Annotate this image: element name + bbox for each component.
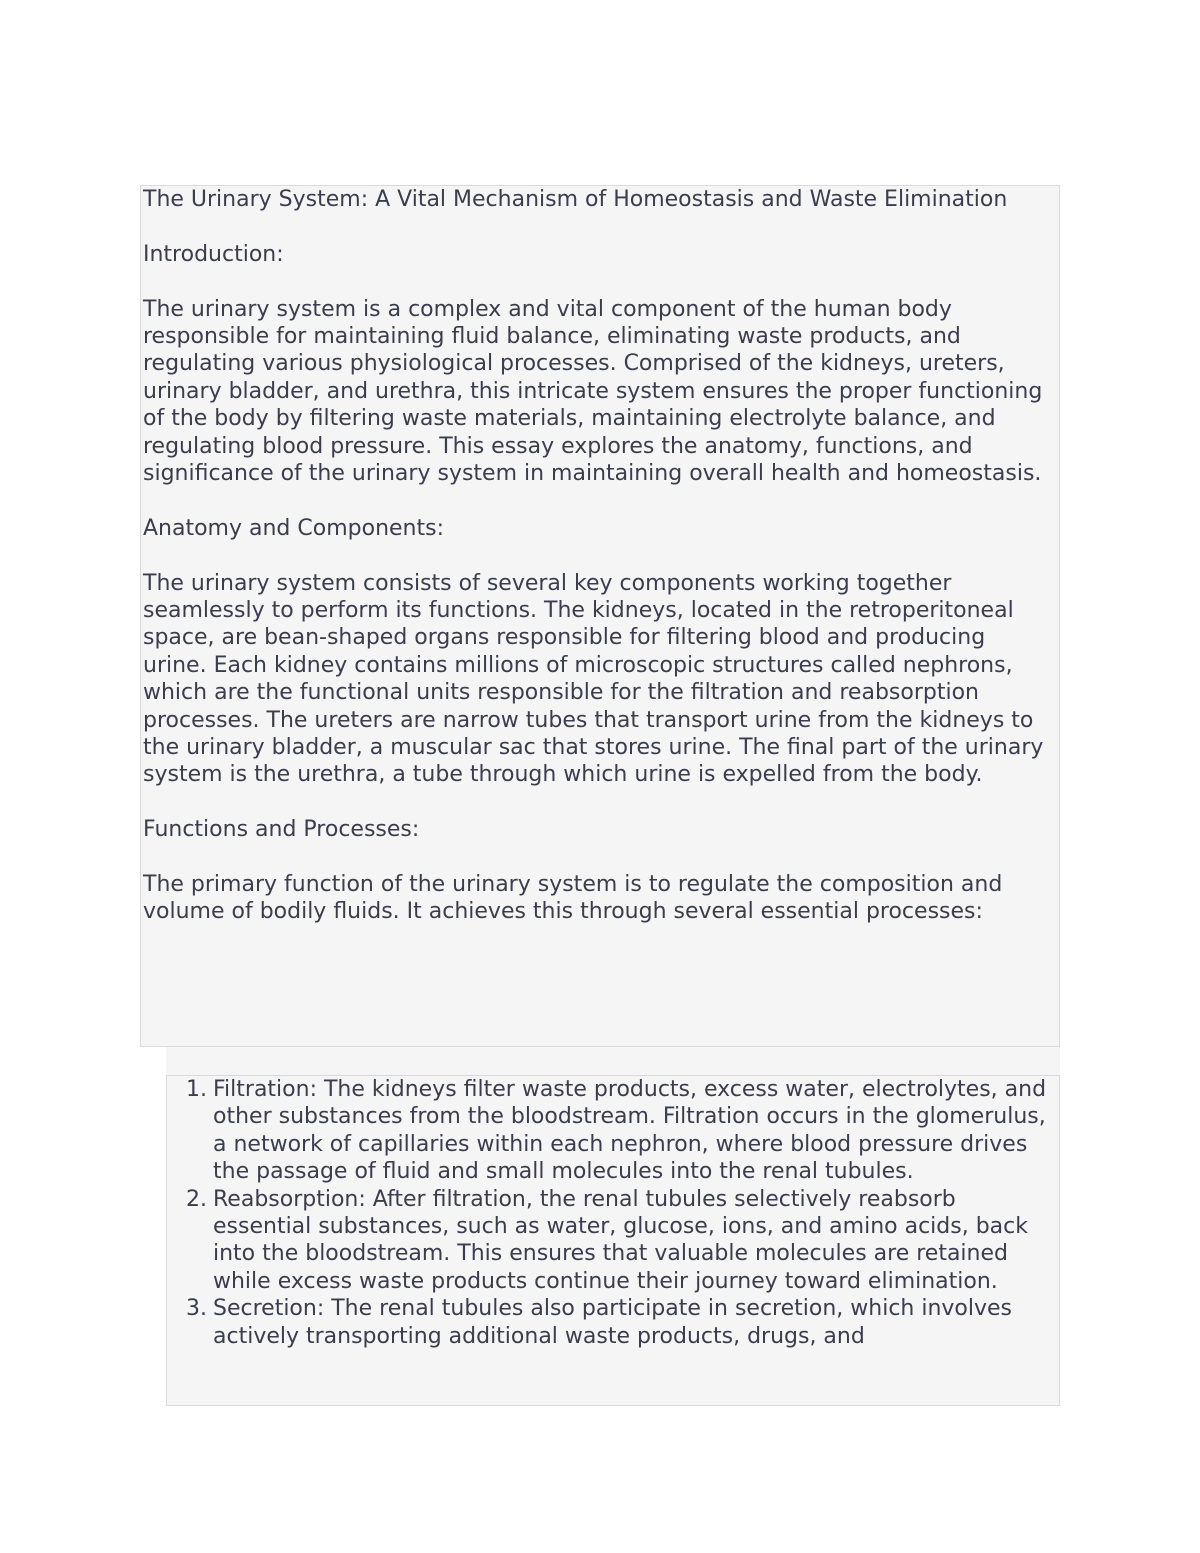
list-item: [167, 1076, 1059, 1186]
list-item: [167, 1295, 1059, 1350]
list-item: [167, 1186, 1059, 1296]
list-item-text: Filtration: The kidneys filter waste products, excess water, electrolytes, and other substances from the bloodstream. Filtration occurs in the glomerulus, a network of capillaries within each nephron, where blood pressure drives the passage of fluid and small molecules into the renal tubules.: [213, 1077, 1047, 1185]
section-body-introduction: The urinary system is a complex and vital component of the human body responsible for maintaining fluid balance, eliminating waste products, and regulating various physiological processes. Comprised of the kidneys, ureters, urinary bladder, and urethra, this intricate system ensures the proper functioning of the body by filtering waste materials, maintaining electrolyte balance, and regulating blood pressure. This essay explores the anatomy, functions, and significance of the urinary system in maintaining overall health and homeostasis.: [143, 296, 1050, 487]
list-item-number: 2.: [186, 1186, 207, 1212]
essay-title: The Urinary System: A Vital Mechanism of Homeostasis and Waste Elimination: [143, 187, 1008, 212]
section-heading-functions: Functions and Processes:: [143, 817, 420, 843]
section-body-anatomy: The urinary system consists of several key components working together seamlessly to perform its functions. The kidneys, located in the retroperitoneal space, are bean-shaped organs responsible for filtering blood and producing urine. Each kidney contains millions of microscopic structures called nephrons, which are the functional units responsible for the filtration and reabsorption processes. The ureters are narrow tubes that transport urine from the kidneys to the urinary bladder, a muscular sac that stores urine. The final part of the urinary system is the urethra, a tube through which urine is expelled from the body.: [143, 570, 1051, 788]
process-list-block: [166, 1075, 1060, 1406]
section-heading-introduction: Introduction:: [143, 241, 284, 267]
essay-text-block: [140, 185, 1060, 1047]
process-list: [167, 1076, 1059, 1350]
section-heading-anatomy: Anatomy and Components:: [143, 515, 444, 541]
section-body-functions: The primary function of the urinary system is to regulate the composition and volume of bodily fluids. It achieves this through several essential processes:: [143, 872, 1010, 925]
block-spacer: [166, 1047, 1060, 1075]
list-item-number: 1.: [186, 1077, 207, 1102]
list-item-number: 3.: [186, 1296, 207, 1322]
list-item-text: Reabsorption: After filtration, the renal tubules selectively reabsorb essential substances, such as water, glucose, ions, and amino acids, back into the bloodstream. This ensures that valuable molecules are retained while excess waste products continue their journey toward elimination.: [213, 1186, 1028, 1294]
list-item-text: Secretion: The renal tubules also participate in secretion, which involves actively transporting additional waste products, drugs, and: [213, 1296, 1013, 1349]
